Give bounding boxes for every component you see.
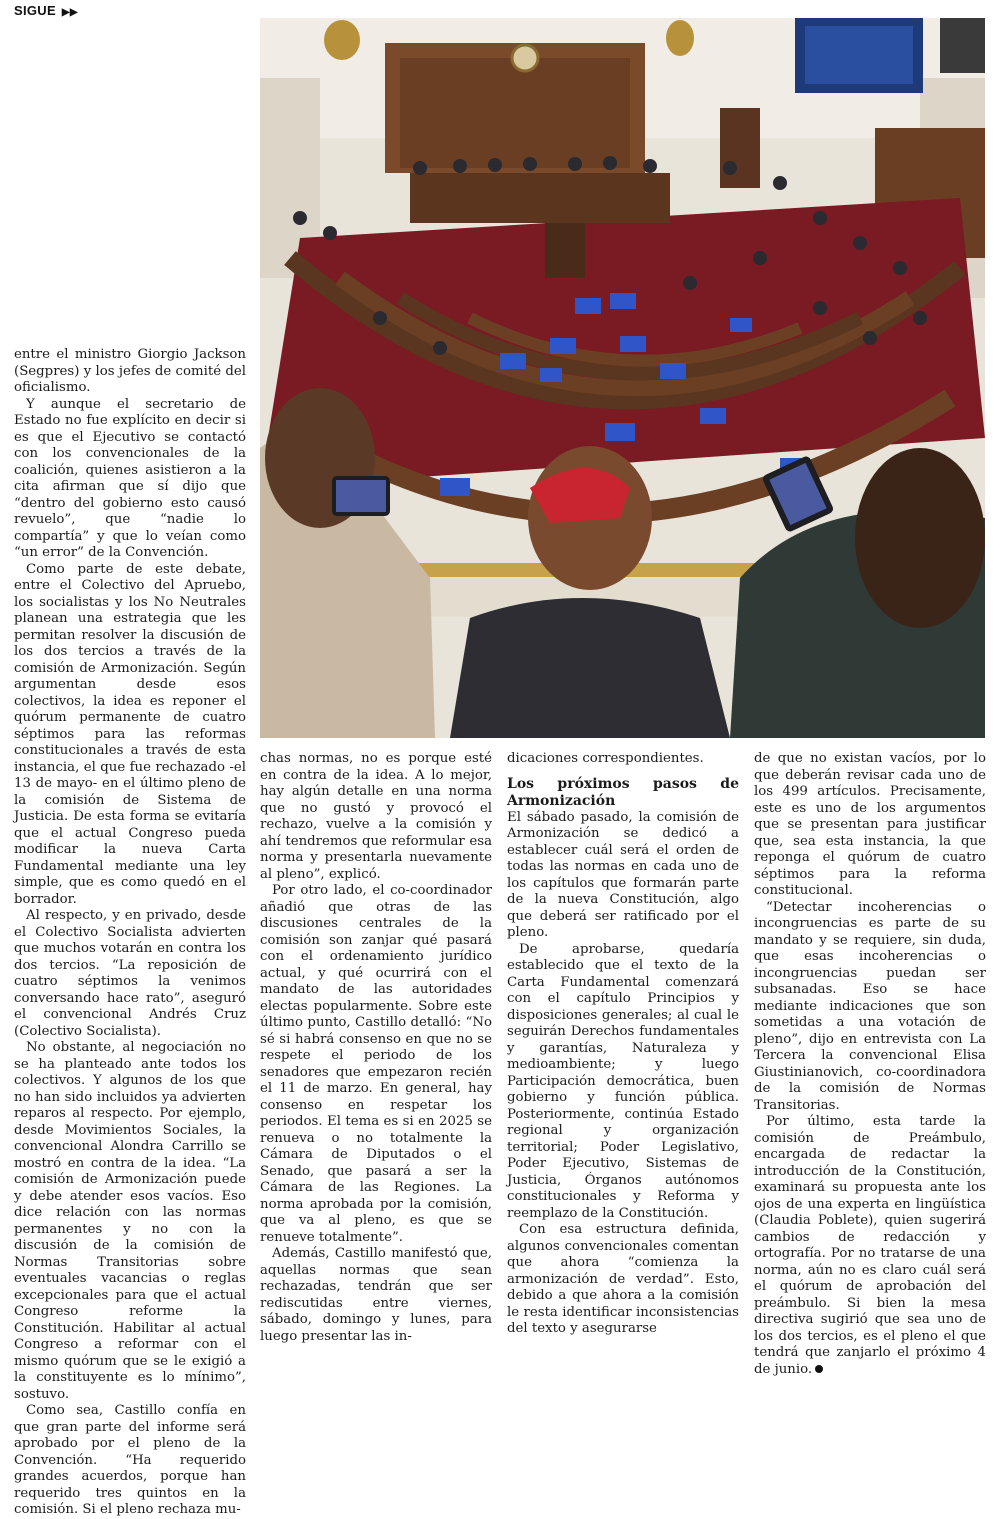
paragraph	[754, 1114, 986, 1378]
paragraph: No obstante, al negociación no se ha planteado ante todos los colectivos. Y algunos de los que no han sido incluidos ya advierten reparos al respecto. Por ejemplo, desde Movimientos Sociales, la convencional Alondra Carrillo se mostró en contra de la idea. “La comisión de Armonización puede y debe atender esos vacíos. Eso dice relación con las normas permanentes y no con la discusión de la comisión de Normas Transitorias sobre eventuales vacancias o reglas excepcionales para que el actual Congreso reforme la Constitución. Habilitar al actual Congreso a reformar con el mismo quórum que se le exigió a la constituyente es lo mínimo”, sostuvo.	[14, 1040, 246, 1402]
paragraph: entre el ministro Giorgio Jackson (Segpres) y los jefes de comité del oficialismo.	[14, 347, 246, 395]
continue-text: SIGUE	[14, 3, 56, 18]
section-subhead: Los próximos pasos de Armonización	[507, 775, 739, 809]
paragraph: dicaciones correspondientes.	[507, 751, 704, 766]
article-photo	[260, 18, 985, 738]
paragraph: de que no existan vacíos, por lo que deberán revisar cada uno de los 499 artículos. Precisamente, este es uno de los argumentos que se presentan para justificar que, sea esta instancia, la que reponga el quórum de cuatro séptimos para la reforma constitucional.	[754, 751, 986, 898]
paragraph: Como parte de este debate, entre el Colectivo del Apruebo, los socialistas y los No Neutrales planean una estrategia que les permitan resolver la discusión de los dos tercios a través de la comisión de Armonización. Según argumentan desde esos colectivos, la idea es reponer el quórum permanente de cuatro séptimos para las reformas constitucionales a través de esta instancia, el que fue rechazado -el 13 de mayo- en el último pleno de la comisión de Sistema de Justicia. De esta forma se evitaría que el actual Congreso pueda modificar la nueva Carta Fundamental mediante una ley simple, que es como quedó en el borrador.	[14, 561, 246, 907]
paragraph: chas normas, no es porque esté en contra de la idea. A lo mejor, hay algún detalle en una norma que no gustó y provocó el rechazo, vuelve a la comisión y ahí tendremos que reformular esa norma y presentarla nuevamente al pleno”, explicó.	[260, 751, 492, 882]
continue-arrows-icon: ▶▶	[61, 7, 78, 18]
article-column-4	[754, 751, 986, 1378]
paragraph: Y aunque el secretario de Estado no fue explícito en decir si es que el Ejecutivo se contactó con los convencionales de la coalición, quienes asistieron a la cita afirman que sí dijo que “dentro del gobierno esto causó revuelo”, que “nadie lo compartía” y que lo veían como “un error” de la Convención.	[14, 396, 246, 560]
article-column-1	[14, 347, 246, 1519]
paragraph: Por otro lado, el co-coordinador añadió que otras de las discusiones centrales de la comisión son zanjar qué pasará con el ordenamiento jurídico actual, y qué ocurrirá con el mandato de las autoridades electas popularmente. Sobre este último punto, Castillo detalló: “No sé si habrá consenso en que no se respete el periodo de los senadores que empezaron recién el 11 de marzo. En general, hay consenso en respetar los periodos. El tema es si en 2025 se renueva o no totalmente la Cámara de Diputados o el Senado, que pasará a ser la Cámara de las Regiones. La norma aprobada por la comisión, que va al pleno, es que se renueve totalmente”.	[260, 883, 492, 1245]
paragraph: Con esa estructura definida, algunos convencionales comentan que ahora “comienza la armonización de verdad”. Esto, debido a que ahora a la comisión le resta identificar inconsistencias del texto y asegurarse	[507, 1222, 739, 1336]
paragraph: “Detectar incoherencias o incongruencias es parte de su mandato y se requiere, sin duda, que esas incoherencias o incongruencias puedan ser subsanadas. Eso se hace mediante indicaciones que son sometidas a una votación de pleno”, dijo en entrevista con La Tercera la convencional Elisa Giustinianovich, co-coordinadora de la comisión de Normas Transitorias.	[754, 899, 986, 1113]
paragraph: Como sea, Castillo confía en que gran parte del informe será aprobado por el pleno de la Convención. “Ha requerido grandes acuerdos, porque han requerido tres quintos en la comisión. Si el pleno rechaza mu-	[14, 1403, 246, 1517]
paragraph: El sábado pasado, la comisión de Armonización se dedicó a establecer cuál será el orden de todas las normas en cada uno de los capítulos que formarán parte de la nueva Constitución, algo que deberá ser ratificado por el pleno.	[507, 809, 739, 940]
paragraph: De aprobarse, quedaría establecido que el texto de la Carta Fundamental comenzará con el capítulo Principios y disposiciones generales; al cual le seguirán Derechos fundamentales y garantías, Naturaleza y medioambiente; y luego Participación democrática, buen gobierno y función pública. Posteriormente, continúa Estado regional y organización territorial; Poder Legislativo, Poder Ejecutivo, Sistemas de Justicia, Órganos autónomos constitucionales y Reforma y reemplazo de la Constitución.	[507, 941, 739, 1221]
chamber-photo-illustration	[260, 18, 985, 738]
paragraph-text: Por último, esta tarde la comisión de Preámbulo, encargada de redactar la introducción de la Constitución, examinará su propuesta ante los ojos de una experta en lingüística (Claudia Poblete), quien sugerirá cambios de redacción y ortografía. Por no tratarse de una norma, aún no es claro cuál será el quórum de aprobación del preámbulo. Si bien la mesa directiva sugirió que sea uno de los dos tercios, es el pleno el que tendrá que zanjarlo el próximo 4 de junio.	[754, 1114, 986, 1377]
paragraph: Además, Castillo manifestó que, aquellas normas que sean rechazadas, tendrán que ser rediscutidas entre viernes, sábado, domingo y lunes, para luego presentar las in-	[260, 1246, 492, 1344]
paragraph: Al respecto, y en privado, desde el Colectivo Socialista advierten que muchos votarán en contra los dos tercios. “La reposición de cuatro séptimos la venimos conversando hace rato”, aseguró el convencional Andrés Cruz (Colectivo Socialista).	[14, 908, 246, 1039]
continue-label	[14, 3, 78, 18]
article-column-2	[260, 751, 492, 1345]
end-of-article-icon	[815, 1365, 823, 1373]
article-column-3	[507, 751, 739, 1338]
